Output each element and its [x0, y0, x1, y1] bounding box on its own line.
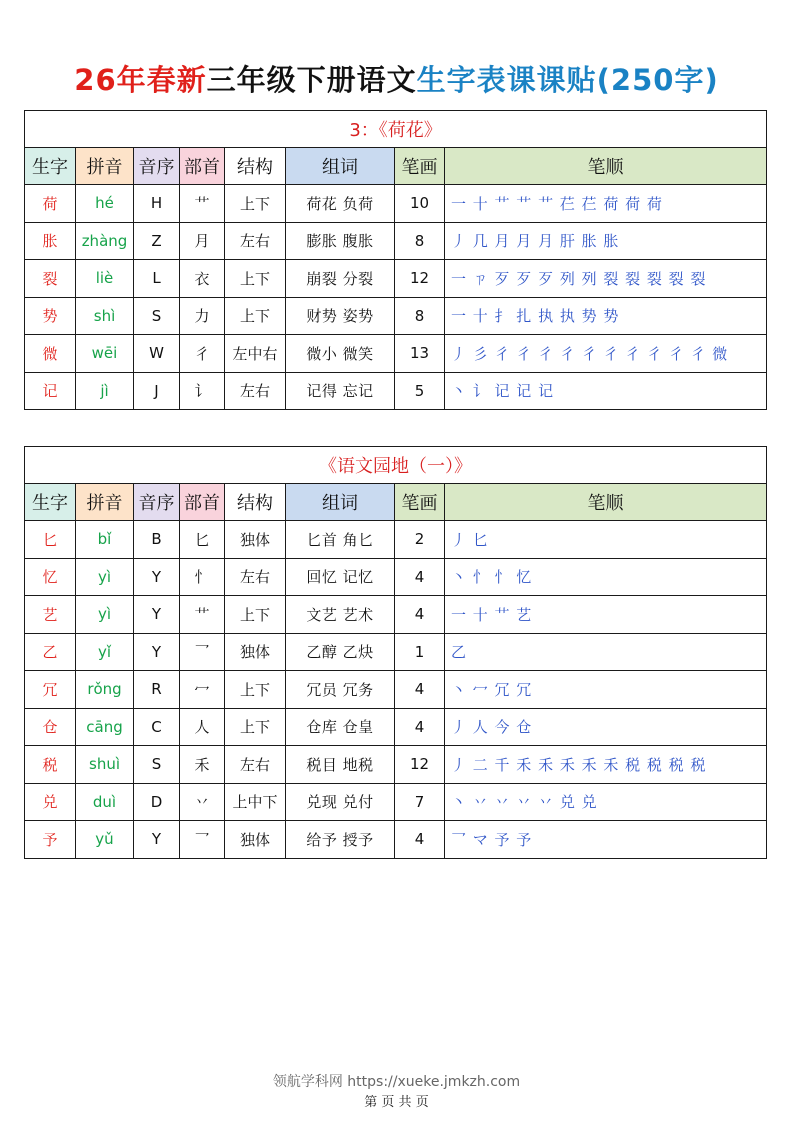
cell-jiegou: 上下 — [225, 671, 286, 709]
cell-stroke-order: 丿 人 今 仓 — [445, 708, 767, 746]
table-header — [25, 148, 767, 185]
cell-zi: 冗 — [25, 671, 76, 709]
cell-pinyin: shì — [76, 297, 134, 335]
cell-stroke-order: 丶 丷 丷 丷 丷 兑 兑 — [445, 783, 767, 821]
cell-yinxu: S — [134, 746, 180, 784]
cell-stroke-order: 一 十 艹 艹 艹 芢 芢 荷 荷 荷 — [445, 185, 767, 223]
cell-jiegou: 上下 — [225, 260, 286, 298]
cell-bihua: 10 — [395, 185, 445, 223]
header-bushou: 部首 — [180, 148, 225, 185]
table-row — [25, 372, 767, 410]
cell-bushou: 丷 — [180, 783, 225, 821]
cell-bushou: 乛 — [180, 821, 225, 859]
header-zi: 生字 — [25, 484, 76, 521]
cell-zuci: 财势 姿势 — [286, 297, 395, 335]
cell-jiegou: 左右 — [225, 746, 286, 784]
cell-zuci: 微小 微笑 — [286, 335, 395, 373]
cell-jiegou: 独体 — [225, 521, 286, 559]
title-part-2: 三年级下册语文 — [206, 63, 417, 97]
cell-zuci: 乙醇 乙炔 — [286, 633, 395, 671]
cell-yinxu: J — [134, 372, 180, 410]
cell-jiegou: 左右 — [225, 558, 286, 596]
cell-pinyin: hé — [76, 185, 134, 223]
cell-zuci: 税目 地税 — [286, 746, 395, 784]
cell-zi: 予 — [25, 821, 76, 859]
cell-stroke-order: 乙 — [445, 633, 767, 671]
cell-bushou: 艹 — [180, 596, 225, 634]
cell-bushou: 禾 — [180, 746, 225, 784]
cell-pinyin: jì — [76, 372, 134, 410]
character-table-yuwen-yuandi-1 — [24, 446, 767, 859]
section-title: 《语文园地（一）》 — [25, 447, 767, 484]
cell-zuci: 回忆 记忆 — [286, 558, 395, 596]
table-row — [25, 222, 767, 260]
page-title — [0, 58, 793, 99]
title-part-1: 26年春新 — [74, 63, 207, 97]
cell-pinyin: yì — [76, 558, 134, 596]
header-jiegou: 结构 — [225, 148, 286, 185]
table-row — [25, 596, 767, 634]
section-title: 3：《荷花》 — [25, 111, 767, 148]
cell-zuci: 荷花 负荷 — [286, 185, 395, 223]
cell-bushou: 力 — [180, 297, 225, 335]
cell-zi: 仓 — [25, 708, 76, 746]
cell-jiegou: 上下 — [225, 708, 286, 746]
table-row — [25, 521, 767, 559]
cell-pinyin: rǒng — [76, 671, 134, 709]
cell-pinyin: wēi — [76, 335, 134, 373]
cell-stroke-order: 丿 几 月 月 月 肝 胀 胀 — [445, 222, 767, 260]
cell-bihua: 8 — [395, 297, 445, 335]
cell-bushou: 冖 — [180, 671, 225, 709]
header-bihua: 笔画 — [395, 148, 445, 185]
header-bihua: 笔画 — [395, 484, 445, 521]
table-row — [25, 633, 767, 671]
footer-page-number: 第 页 共 页 — [364, 1095, 429, 1110]
cell-zi: 微 — [25, 335, 76, 373]
cell-jiegou: 独体 — [225, 633, 286, 671]
cell-yinxu: S — [134, 297, 180, 335]
table-row — [25, 783, 767, 821]
table-row — [25, 335, 767, 373]
cell-zi: 势 — [25, 297, 76, 335]
cell-bushou: 匕 — [180, 521, 225, 559]
header-jiegou: 结构 — [225, 484, 286, 521]
table-row — [25, 708, 767, 746]
cell-yinxu: D — [134, 783, 180, 821]
cell-yinxu: W — [134, 335, 180, 373]
cell-pinyin: duì — [76, 783, 134, 821]
cell-zi: 税 — [25, 746, 76, 784]
header-pinyin: 拼音 — [76, 484, 134, 521]
header-bishun: 笔顺 — [445, 148, 767, 185]
cell-pinyin: yì — [76, 596, 134, 634]
cell-bihua: 12 — [395, 746, 445, 784]
cell-yinxu: L — [134, 260, 180, 298]
table-header — [25, 484, 767, 521]
table-row — [25, 185, 767, 223]
cell-jiegou: 上下 — [225, 185, 286, 223]
cell-jiegou: 独体 — [225, 821, 286, 859]
cell-zi: 忆 — [25, 558, 76, 596]
header-zi: 生字 — [25, 148, 76, 185]
cell-zuci: 记得 忘记 — [286, 372, 395, 410]
cell-bushou: 乛 — [180, 633, 225, 671]
cell-stroke-order: 一 十 扌 扎 执 执 势 势 — [445, 297, 767, 335]
cell-bihua: 12 — [395, 260, 445, 298]
cell-zi: 胀 — [25, 222, 76, 260]
cell-stroke-order: 丶 冖 冗 冗 — [445, 671, 767, 709]
table-row — [25, 297, 767, 335]
cell-yinxu: Z — [134, 222, 180, 260]
cell-bushou: 人 — [180, 708, 225, 746]
cell-jiegou: 左右 — [225, 222, 286, 260]
cell-yinxu: Y — [134, 596, 180, 634]
title-part-3: 生字表课课贴(250字) — [416, 63, 719, 97]
cell-stroke-order: 丿 彡 彳 彳 彳 彳 彳 彳 彳 彳 彳 彳 微 — [445, 335, 767, 373]
cell-bihua: 4 — [395, 708, 445, 746]
cell-bushou: 衣 — [180, 260, 225, 298]
cell-yinxu: Y — [134, 558, 180, 596]
cell-yinxu: Y — [134, 633, 180, 671]
cell-zuci: 匕首 角匕 — [286, 521, 395, 559]
cell-bihua: 8 — [395, 222, 445, 260]
cell-zuci: 冗员 冗务 — [286, 671, 395, 709]
cell-zi: 裂 — [25, 260, 76, 298]
cell-stroke-order: 一 十 艹 艺 — [445, 596, 767, 634]
cell-bihua: 2 — [395, 521, 445, 559]
cell-yinxu: R — [134, 671, 180, 709]
cell-bushou: 艹 — [180, 185, 225, 223]
cell-bihua: 4 — [395, 558, 445, 596]
header-pinyin: 拼音 — [76, 148, 134, 185]
cell-zuci: 文艺 艺术 — [286, 596, 395, 634]
cell-yinxu: H — [134, 185, 180, 223]
cell-stroke-order: 一 ㄗ 歹 歹 歹 列 列 裂 裂 裂 裂 裂 — [445, 260, 767, 298]
cell-yinxu: Y — [134, 821, 180, 859]
cell-stroke-order: 丿 二 千 禾 禾 禾 禾 禾 税 税 税 税 — [445, 746, 767, 784]
cell-stroke-order: 丶 忄 忄 忆 — [445, 558, 767, 596]
cell-pinyin: yǔ — [76, 821, 134, 859]
cell-jiegou: 左中右 — [225, 335, 286, 373]
cell-zi: 匕 — [25, 521, 76, 559]
table-row — [25, 558, 767, 596]
cell-zuci: 崩裂 分裂 — [286, 260, 395, 298]
footer-site: 领航学科网 https://xueke.jmkzh.com — [272, 1074, 521, 1090]
cell-yinxu: C — [134, 708, 180, 746]
header-bushou: 部首 — [180, 484, 225, 521]
cell-pinyin: liè — [76, 260, 134, 298]
cell-jiegou: 左右 — [225, 372, 286, 410]
cell-bihua: 4 — [395, 821, 445, 859]
cell-pinyin: yǐ — [76, 633, 134, 671]
cell-bushou: 彳 — [180, 335, 225, 373]
cell-zi: 乙 — [25, 633, 76, 671]
cell-bushou: 忄 — [180, 558, 225, 596]
table-row — [25, 746, 767, 784]
header-yinxu: 音序 — [134, 484, 180, 521]
cell-jiegou: 上下 — [225, 297, 286, 335]
table-row — [25, 260, 767, 298]
cell-bihua: 5 — [395, 372, 445, 410]
cell-pinyin: bǐ — [76, 521, 134, 559]
cell-bushou: 讠 — [180, 372, 225, 410]
cell-bihua: 4 — [395, 671, 445, 709]
cell-zi: 兑 — [25, 783, 76, 821]
cell-jiegou: 上中下 — [225, 783, 286, 821]
cell-zi: 记 — [25, 372, 76, 410]
cell-bushou: 月 — [180, 222, 225, 260]
cell-bihua: 7 — [395, 783, 445, 821]
table-row — [25, 821, 767, 859]
cell-stroke-order: 乛 マ 予 予 — [445, 821, 767, 859]
header-zuci: 组词 — [286, 484, 395, 521]
cell-bihua: 4 — [395, 596, 445, 634]
cell-pinyin: shuì — [76, 746, 134, 784]
cell-zuci: 给予 授予 — [286, 821, 395, 859]
cell-pinyin: zhàng — [76, 222, 134, 260]
cell-stroke-order: 丶 讠 记 记 记 — [445, 372, 767, 410]
cell-pinyin: cāng — [76, 708, 134, 746]
header-zuci: 组词 — [286, 148, 395, 185]
cell-zuci: 仓库 仓皇 — [286, 708, 395, 746]
cell-zi: 艺 — [25, 596, 76, 634]
cell-stroke-order: 丿 匕 — [445, 521, 767, 559]
table-row — [25, 671, 767, 709]
cell-jiegou: 上下 — [225, 596, 286, 634]
cell-yinxu: B — [134, 521, 180, 559]
cell-bihua: 1 — [395, 633, 445, 671]
cell-zuci: 膨胀 腹胀 — [286, 222, 395, 260]
cell-bihua: 13 — [395, 335, 445, 373]
character-table-lesson-3 — [24, 110, 767, 410]
header-bishun: 笔顺 — [445, 484, 767, 521]
cell-zuci: 兑现 兑付 — [286, 783, 395, 821]
cell-zi: 荷 — [25, 185, 76, 223]
header-yinxu: 音序 — [134, 148, 180, 185]
